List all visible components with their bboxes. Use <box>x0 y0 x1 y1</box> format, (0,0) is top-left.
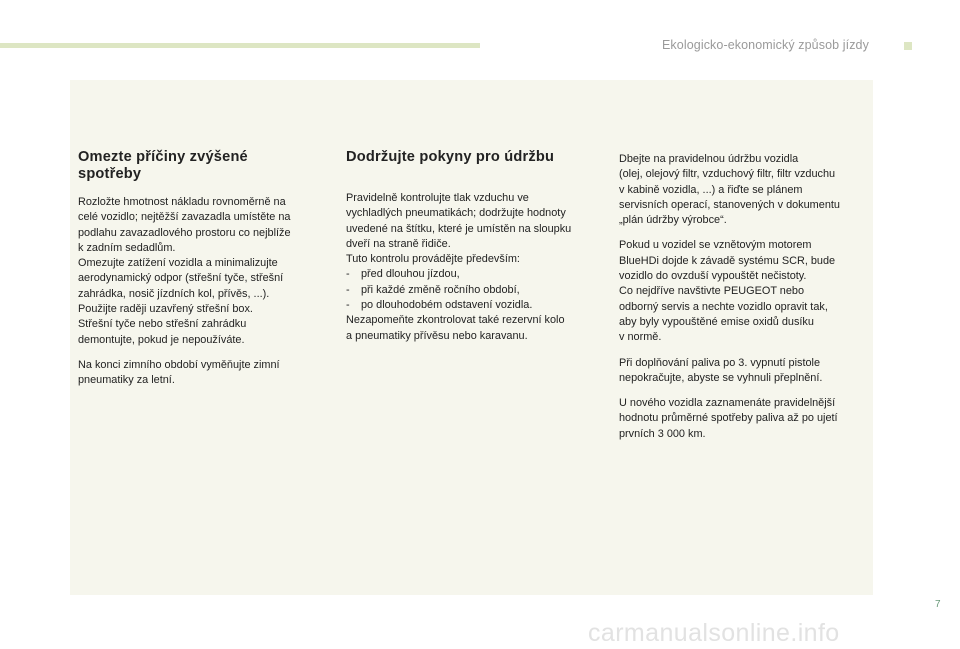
text-line: BlueHDi dojde k závadě systému SCR, bude <box>619 254 836 267</box>
page-number: 7 <box>935 599 941 610</box>
text-line: „plán údržby výrobce“. <box>619 214 727 227</box>
text-line: vychladlých pneumatikách; dodržujte hodnoty <box>346 207 566 220</box>
text-line: Pravidelně kontrolujte tlak vzduchu ve <box>346 192 529 204</box>
list-item <box>346 283 586 298</box>
text-line: aerodynamický odpor (střešní tyče, střešní <box>78 272 284 285</box>
section-title-maintenance: Dodržujte pokyny pro údržbu <box>346 149 555 165</box>
text-line: a pneumatiky přívěsu nebo karavanu. <box>346 329 528 342</box>
watermark: carmanualsonline.info <box>588 619 840 647</box>
text-line: Nezapomeňte zkontrolovat také rezervní kolo <box>346 314 565 327</box>
column-right <box>619 152 864 452</box>
text-line: Tuto kontrolu provádějte především: <box>346 253 520 266</box>
paragraph-load-distribution <box>78 195 318 348</box>
check-list <box>346 267 586 313</box>
text-line: nepokračujte, abyste se vyhnuli přeplnění. <box>619 371 823 384</box>
text-line: hodnotu průměrné spotřeby paliva až po ujetí <box>619 412 838 425</box>
text-line: U nového vozidla zaznamenáte pravidelnější <box>619 397 836 410</box>
title-line: spotřeby <box>78 166 142 182</box>
text-line: vozidlo do ovzduší vypouštět nečistoty. <box>619 270 807 283</box>
list-item-text: před dlouhou jízdou, <box>361 268 460 281</box>
text-line: demontujte, pokud je nepoužíváte. <box>78 333 245 346</box>
text-line: uvedené na štítku, které je umístěn na sloupku <box>346 222 572 235</box>
text-line: celé vozidlo; nejtěžší zavazadla umístěte na <box>78 211 291 224</box>
text-line: Použijte raději uzavřený střešní box. <box>78 303 253 316</box>
header-accent-bar <box>0 43 480 48</box>
paragraph-tyre-pressure <box>346 191 586 344</box>
paragraph-scr-fault <box>619 238 864 345</box>
text-line: aby byly vypouštěné emise oxidů dusíku <box>619 315 814 328</box>
text-line: Omezujte zatížení vozidla a minimalizujte <box>78 257 278 270</box>
text-line: Co nejdříve navštivte PEUGEOT nebo <box>619 285 805 298</box>
text-line: podlahu zavazadlového prostoru co nejblíže <box>78 226 291 239</box>
paragraph-regular-maintenance <box>619 152 864 228</box>
paragraph-winter-tyres <box>78 358 318 389</box>
text-line: Rozložte hmotnost nákladu rovnoměrně na <box>78 196 286 208</box>
text-line: dveří na straně řidiče. <box>346 237 451 250</box>
chapter-marker <box>904 42 912 50</box>
list-item <box>346 298 586 313</box>
text-line: v kabině vozidla, ...) a řiďte se plánem <box>619 183 803 196</box>
paragraph-new-vehicle <box>619 396 864 442</box>
list-dash: - <box>346 268 350 281</box>
text-line: Pokud u vozidel se vznětovým motorem <box>619 239 812 252</box>
section-title-consumption <box>78 149 318 183</box>
list-item-text: při každé změně ročního období, <box>361 283 520 296</box>
title-line: Omezte příčiny zvýšené <box>78 149 248 165</box>
list-item <box>346 267 586 282</box>
column-middle <box>346 149 586 344</box>
text-line: prvních 3 000 km. <box>619 427 706 440</box>
text-line: servisních operací, stanovených v dokumentu <box>619 198 840 211</box>
text-line: Na konci zimního období vyměňujte zimní <box>78 358 280 371</box>
text-line: v normě. <box>619 331 662 344</box>
column-left <box>78 149 318 399</box>
list-dash: - <box>346 283 350 296</box>
paragraph-refuelling <box>619 356 864 387</box>
list-item-text: po dlouhodobém odstavení vozidla. <box>361 299 533 312</box>
text-line: odborný servis a nechte vozidlo opravit tak, <box>619 300 828 313</box>
text-line: Dbejte na pravidelnou údržbu vozidla <box>619 153 799 165</box>
chapter-title: Ekologicko-ekonomický způsob jízdy <box>662 38 869 52</box>
text-line: zahrádka, nosič jízdních kol, přívěs, ...). <box>78 287 270 300</box>
text-line: k zadním sedadlům. <box>78 241 176 254</box>
text-line: pneumatiky za letní. <box>78 374 175 387</box>
text-line: (olej, olejový filtr, vzduchový filtr, filtr vzduchu <box>619 168 836 181</box>
text-line: Střešní tyče nebo střešní zahrádku <box>78 318 247 331</box>
text-line: Při doplňování paliva po 3. vypnutí pistole <box>619 356 820 369</box>
list-dash: - <box>346 299 350 312</box>
